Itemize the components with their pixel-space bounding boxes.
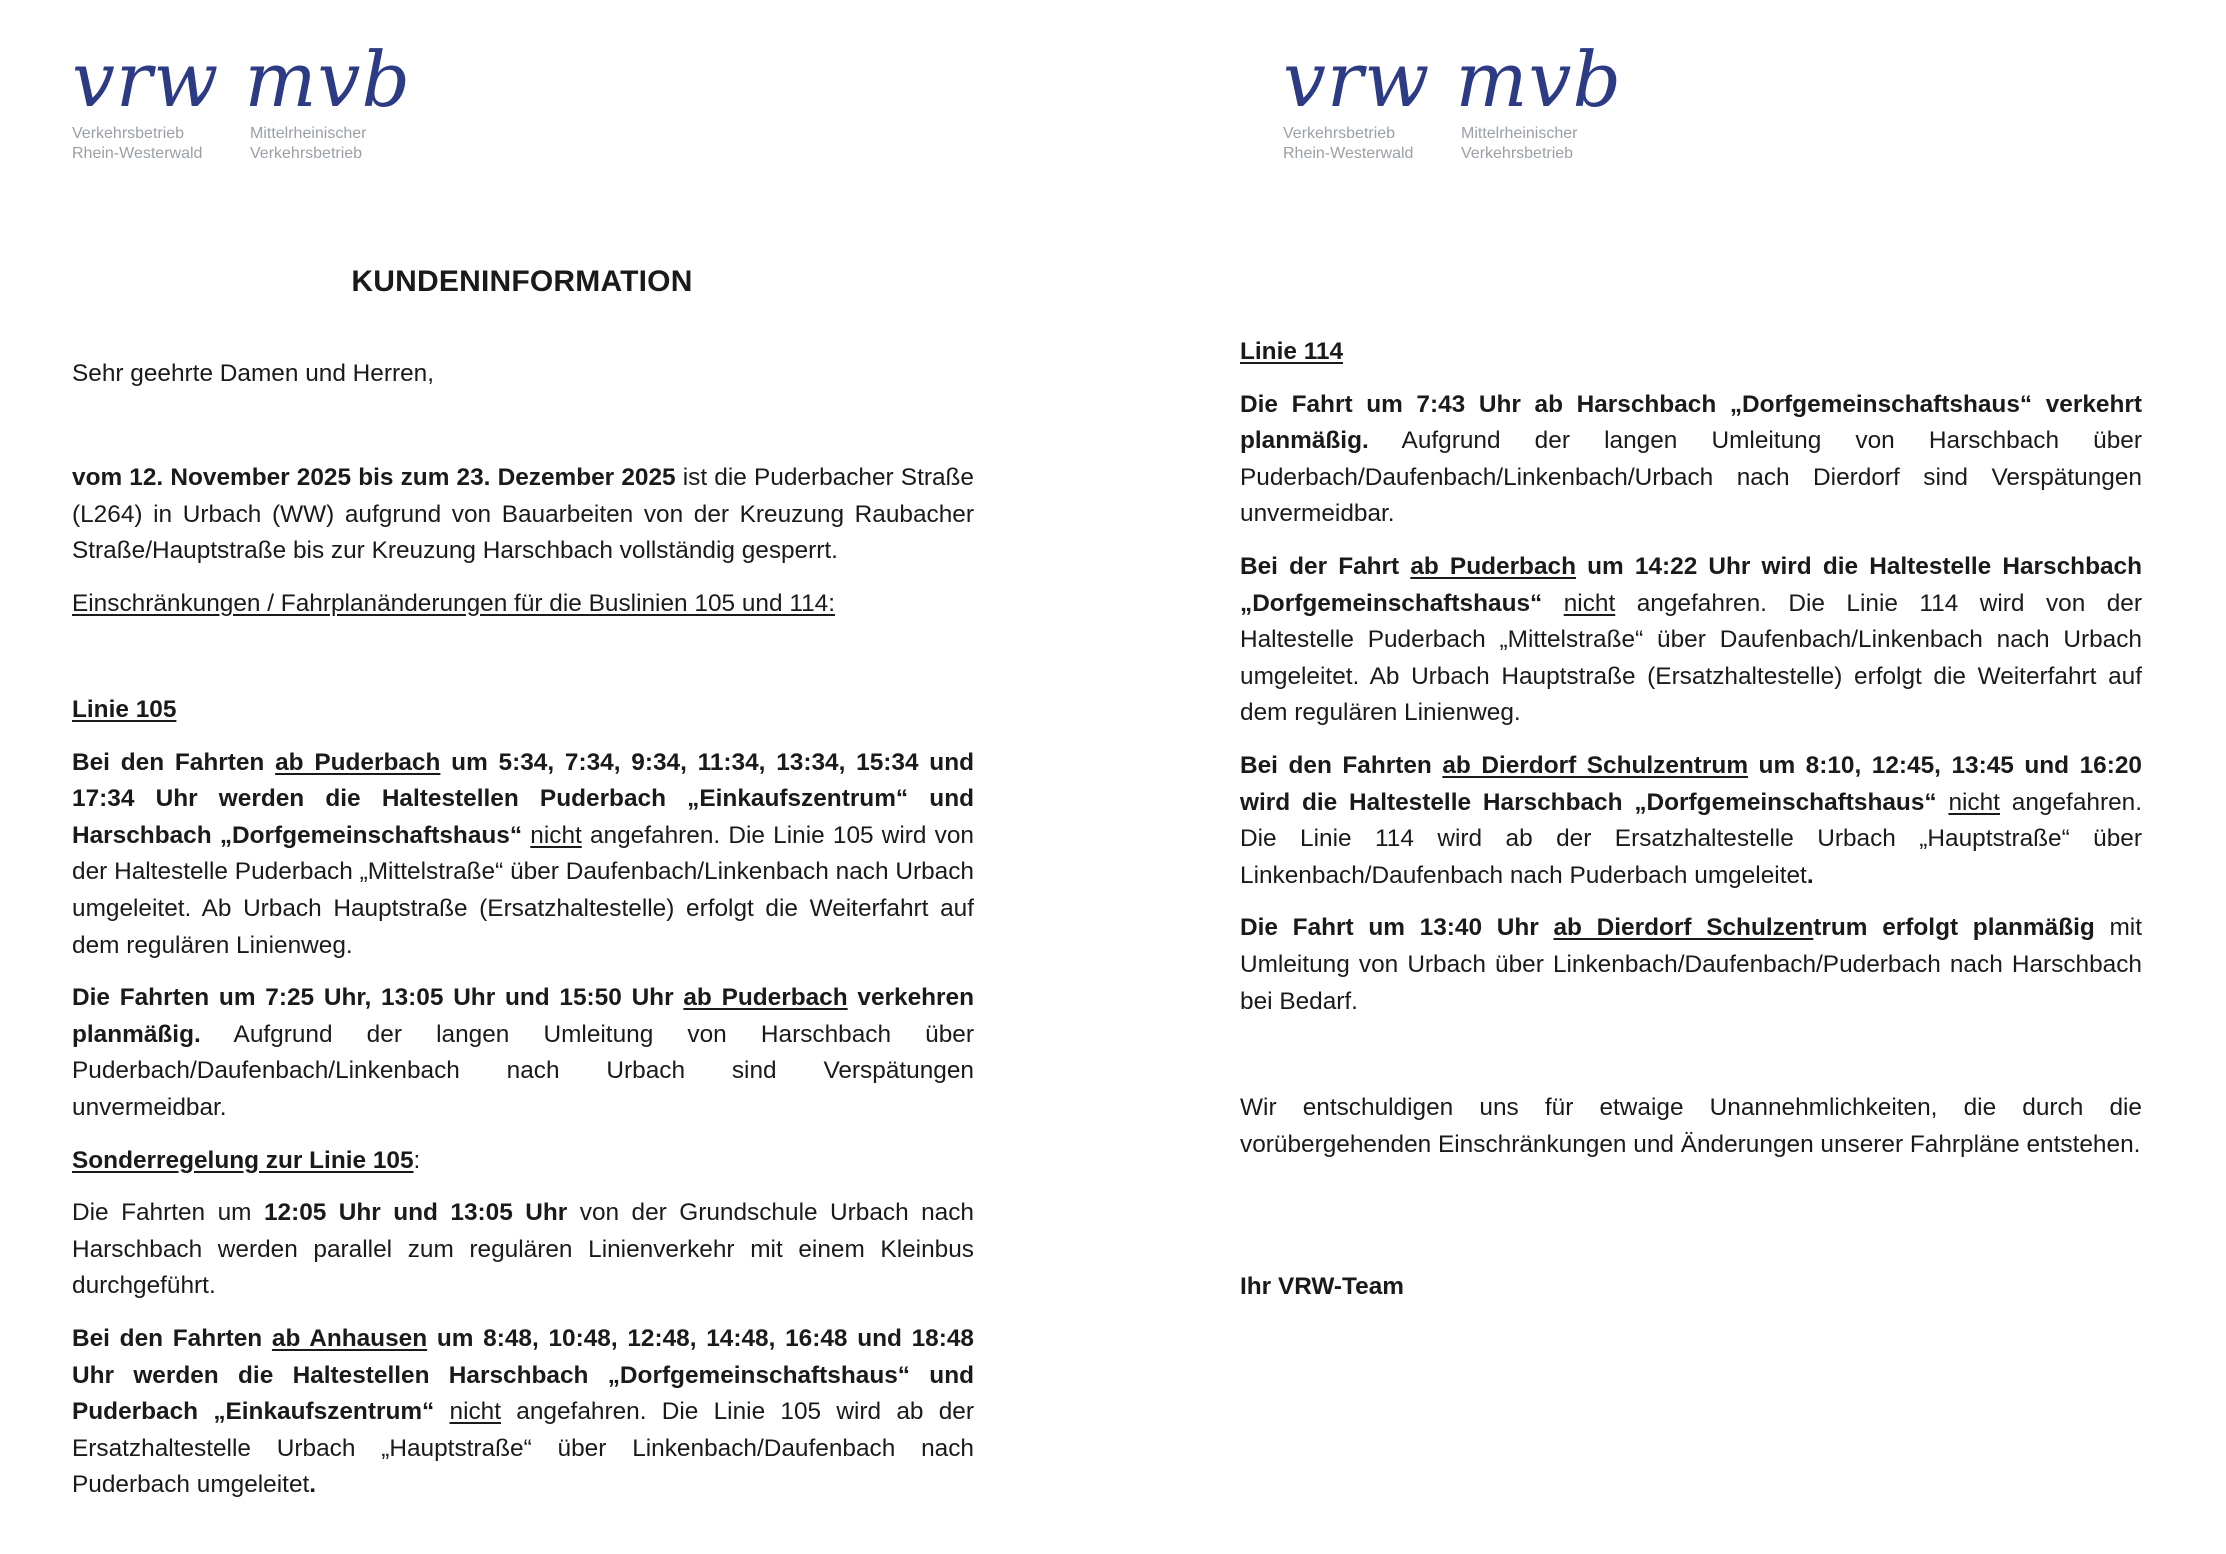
logo-sub-line: Rhein-Westerwald <box>72 145 203 162</box>
signature-block <box>1240 1269 2142 1322</box>
text-span: Bei den Fahrten <box>72 748 276 776</box>
logo-sub-line: Verkehrsbetrieb <box>250 145 363 162</box>
text-span: ab Dierdorf Schulzen <box>1553 914 1814 942</box>
text-span: nicht <box>1563 589 1616 617</box>
text-span: angefahren. Die Linie 114 wird ab der Ersatzhaltestelle Urbach „Hauptstraße“ über Linkenbach/Daufenbach nach Puderbach umgeleitet <box>1240 788 2142 889</box>
text-span: angefahren. Die Linie 114 wird von der Haltestelle Puderbach „Mittelstraße“ über Daufenbach/Linkenbach nach Urbach umgeleitet. Ab Urbach Hauptstraße (Ersatzhaltestelle) erfolgt die Weiterfahrt auf dem regulären Linienweg. <box>1240 589 2142 727</box>
page-right <box>1113 0 2226 1554</box>
text-span: nicht <box>530 821 582 849</box>
text-span: Bei der Fahrt <box>1240 552 1411 580</box>
text-span: mit Umleitung von Urbach über Linkenbach/Daufenbach/Puderbach nach Harschbach bei Bedarf. <box>1240 914 2142 1015</box>
line114-paragraph-3 <box>1240 748 2142 894</box>
text-span: Aufgrund der langen Umleitung von Harschbach über Puderbach/Daufenbach/Linkenbach/Urbach nach Dierdorf sind Verspätungen unvermeidbar. <box>1240 427 2142 528</box>
logo-wordmark: vrw mvb <box>72 35 412 124</box>
logo-wordmark: vrw mvb <box>1283 35 1623 124</box>
text-span: Bei den Fahrten <box>72 1324 272 1352</box>
text-span: 12:05 Uhr und 13:05 Uhr <box>263 1199 568 1227</box>
line105-paragraph-3 <box>72 1195 974 1305</box>
text-span: nicht <box>1948 788 2000 816</box>
logo-subtitles <box>72 124 428 164</box>
greeting: Sehr geehrte Damen und Herren, <box>72 360 435 387</box>
intro-date-range: vom 12. November 2025 bis zum 23. Dezember 2025 <box>72 464 676 491</box>
logo-sub-mvb <box>1461 124 1639 164</box>
text-span: . <box>1806 861 1814 889</box>
logo-sub-line: Rhein-Westerwald <box>1283 145 1414 162</box>
intro-block <box>72 460 974 638</box>
text-span: . <box>309 1471 317 1499</box>
text-span: angefahren. Die Linie 105 wird von der Haltestelle Puderbach „Mittelstraße“ über Daufenbach/Linkenbach nach Urbach umgeleitet. Ab Urbach Hauptstraße (Ersatzhaltestelle) erfolgt die Weiterfahrt auf dem regulären Linienweg. <box>72 821 974 959</box>
line114-paragraph-1 <box>1240 387 2142 533</box>
text-span: um 5:34, 7:34, 9:34, 11:34, 13:34, 15:34 und 17:34 Uhr werden die Haltestellen Puderbach „Einkaufszentrum“ und Harschbach „Dorfgemeinschaftshaus“ <box>72 748 974 849</box>
greeting-block <box>72 356 974 409</box>
text-span: um 8:10, 12:45, 13:45 und 16:20 wird die Haltestelle Harschbach „Dorfgemeinschaftshaus“ <box>1240 751 2142 816</box>
logo-sub-vrw <box>1283 124 1461 164</box>
text-span <box>434 1398 449 1425</box>
text-span: um 8:48, 10:48, 12:48, 14:48, 16:48 und 18:48 Uhr werden die Haltestellen Harschbach „Dorfgemeinschaftshaus“ und Puderbach „Einkaufszentrum“ <box>72 1324 974 1426</box>
logo-subtitles <box>1283 124 1639 164</box>
text-span: ab Puderbach <box>1410 552 1576 580</box>
line114-section <box>1240 334 2142 1036</box>
text-span: Sonderregelung zur Linie 105 <box>72 1146 414 1174</box>
text-span: Die Fahrten um 7:25 Uhr, 13:05 Uhr und 15:50 Uhr <box>72 984 684 1012</box>
apology-paragraph: Wir entschuldigen uns für etwaige Unannehmlichkeiten, die durch die vorübergehenden Einschränkungen und Änderungen unserer Fahrpläne entstehen. <box>1240 1094 2142 1158</box>
line105-section <box>72 692 974 1520</box>
line114-heading: Linie 114 <box>1240 338 1344 365</box>
line114-paragraph-2 <box>1240 549 2142 732</box>
text-span: um 14:22 Uhr wird die Haltestelle Harschbach „Dorfgemeinschaftshaus“ <box>1240 552 2143 617</box>
text-span: ab Anhausen <box>271 1324 428 1352</box>
text-span: ab Puderbach <box>275 748 441 776</box>
special-rule-heading <box>72 1143 974 1180</box>
company-logo <box>1283 35 1639 164</box>
line114-paragraph-4 <box>1240 910 2142 1020</box>
logo-sub-line: Mittelrheinischer <box>1461 125 1578 142</box>
text-span <box>1542 590 1563 617</box>
text-span <box>1937 789 1949 816</box>
text-span: Die Fahrt um 13:40 Uhr <box>1240 914 1554 942</box>
restrictions-heading: Einschränkungen / Fahrplanänderungen für die Buslinien 105 und 114: <box>72 589 835 617</box>
text-span: ab Puderbach <box>683 984 848 1012</box>
text-span: Die Fahrten um <box>72 1199 264 1227</box>
line105-heading: Linie 105 <box>72 696 177 723</box>
logo-sub-mvb <box>250 124 428 164</box>
text-span: angefahren. Die Linie 105 wird ab der Ersatzhaltestelle Urbach „Hauptstraße“ über Linkenbach/Daufenbach nach Puderbach umgeleitet <box>72 1398 974 1499</box>
line105-paragraph-4 <box>72 1321 974 1504</box>
logo-sub-vrw <box>72 124 250 164</box>
intro-text: ist die Puderbacher Straße (L264) in Urbach (WW) aufgrund von Bauarbeiten von der Kreuzung Raubacher Straße/Hauptstraße bis zur Kreuzung Harschbach vollständig gesperrt. <box>72 464 974 565</box>
text-span: Die Fahrt um 7:43 Uhr ab Harschbach „Dorfgemeinschaftshaus“ verkehrt planmäßig. <box>1240 390 2142 455</box>
line105-paragraph-2 <box>72 980 974 1126</box>
text-span: nicht <box>449 1398 502 1426</box>
text-span: : <box>413 1146 421 1174</box>
text-span: von der Grundschule Urbach nach Harschbach werden parallel zum regulären Linienverkehr mit einem Kleinbus durchgeführt. <box>72 1199 974 1300</box>
logo-sub-line: Verkehrsbetrieb <box>1283 125 1396 142</box>
logo-sub-line: Verkehrsbetrieb <box>72 125 185 142</box>
logo-sub-line: Mittelrheinischer <box>250 125 367 142</box>
text-span: Bei den Fahrten <box>1240 751 1443 779</box>
text-span: ab Dierdorf Schulzentrum <box>1442 751 1749 779</box>
line105-paragraph-1 <box>72 745 974 965</box>
intro-paragraph <box>72 460 974 570</box>
logo-sub-line: Verkehrsbetrieb <box>1461 145 1574 162</box>
company-logo <box>72 35 428 164</box>
signature: Ihr VRW-Team <box>1240 1273 1404 1300</box>
text-span: verkehren planmäßig. <box>72 984 974 1048</box>
text-span: Aufgrund der langen Umleitung von Harschbach über Puderbach/Daufenbach/Linkenbach nach Urbach sind Verspätungen unvermeidbar. <box>72 1020 974 1121</box>
text-span: trum erfolgt planmäßig <box>1813 914 2095 942</box>
page-title: KUNDENINFORMATION <box>351 265 693 298</box>
apology-block <box>1240 1090 2142 1179</box>
